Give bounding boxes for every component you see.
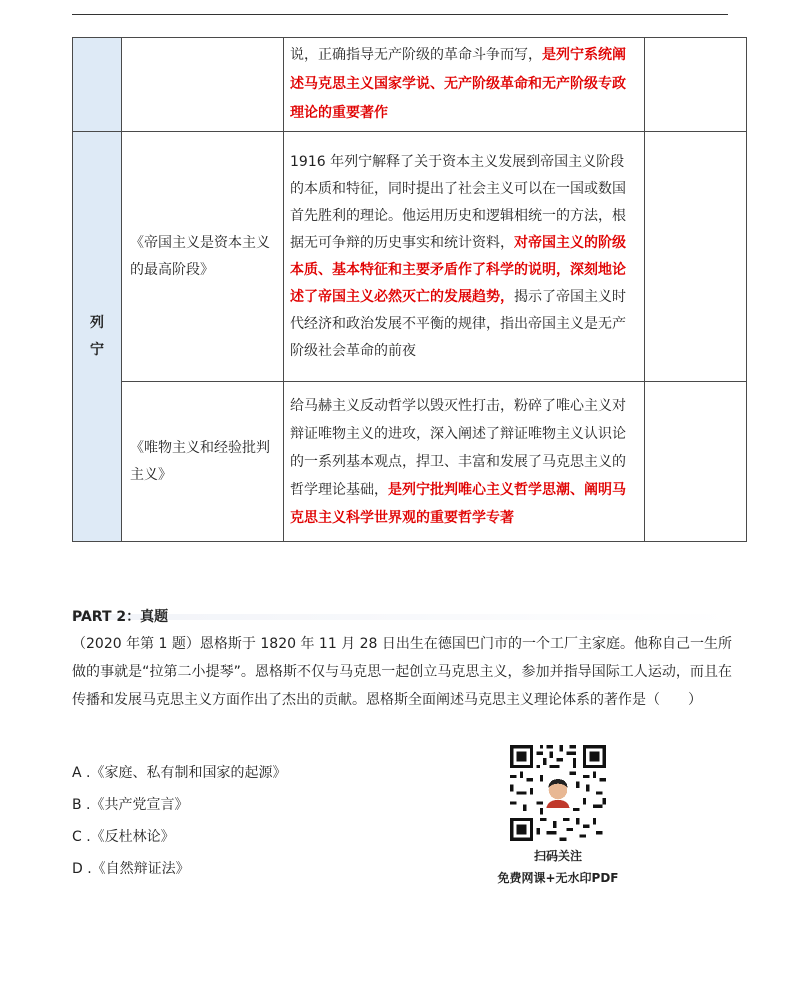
- table-row: [73, 132, 747, 382]
- description-text: 1916 年列宁解释了关于资本主义发展到帝国主义阶段的本质和特征，同时提出了社会主义可以在一国或数国首先胜利的理论。他运用历史和逻辑相统一的方法，根据无可争辩的历史事实和统计资料，: [290, 153, 626, 251]
- description-highlight: 对帝国主义的阶级本质、基本特征和主要矛盾作了科学的说明，深刻地论述了帝国主义必然灭亡的发展趋势，: [290, 234, 626, 305]
- description-text: 揭示了帝国主义时代经济和政治发展不平衡的规律，指出帝国主义是无产阶级社会革命的前夜: [290, 288, 626, 359]
- notes-cell: [645, 38, 747, 132]
- top-rule: [72, 14, 728, 15]
- work-title-cell: [122, 382, 284, 542]
- work-title-cell: [122, 38, 284, 132]
- description-text: 给马赫主义反动哲学以毁灭性打击，粉碎了唯心主义对辩证唯物主义的进攻，深入阐述了辩证唯物主义认识论的一系列基本观点，捍卫、丰富和发展了马克思主义的哲学理论基础，: [290, 397, 626, 498]
- option-c[interactable]: C .《反杜林论》: [72, 829, 175, 845]
- author-cell: [73, 132, 122, 542]
- option-d[interactable]: D .《自然辩证法》: [72, 861, 190, 877]
- work-title-cell: [122, 132, 284, 382]
- notes-cell: [645, 132, 747, 382]
- option-b[interactable]: B .《共产党宣言》: [72, 797, 189, 813]
- notes-cell: [645, 382, 747, 542]
- qr-caption-line-2: 免费网课+无水印PDF: [497, 871, 619, 885]
- answer-options: [72, 757, 286, 885]
- qr-code-icon[interactable]: [510, 745, 606, 841]
- author-name: 列宁: [90, 314, 104, 358]
- work-title: 《帝国主义是资本主义的最高阶段》: [130, 234, 270, 278]
- table-row: [73, 38, 747, 132]
- description-text: 说，正确指导无产阶级的革命斗争而写，: [290, 47, 542, 63]
- description-highlight: 是列宁系统阐述马克思主义国家学说、无产阶级革命和无产阶级专政理论的重要著作: [290, 47, 626, 121]
- section-title: PART 2：真题: [72, 609, 169, 625]
- works-table: [72, 37, 747, 542]
- work-title: 《唯物主义和经验批判主义》: [130, 439, 270, 483]
- description-cell: [284, 382, 645, 542]
- qr-caption-line-1: 扫码关注: [533, 849, 582, 863]
- option-a[interactable]: A .《家庭、私有制和国家的起源》: [72, 765, 287, 781]
- description-cell: [284, 38, 645, 132]
- table-row: [73, 382, 747, 542]
- description-cell: [284, 132, 645, 382]
- author-cell: [73, 38, 122, 132]
- qr-caption: [480, 845, 636, 889]
- description-highlight: 是列宁批判唯心主义哲学思潮、阐明马克思主义科学世界观的重要哲学专著: [290, 481, 626, 526]
- question-text: （2020 年第 1 题）恩格斯于 1820 年 11 月 28 日出生在德国巴门市的一个工厂主家庭。他称自己一生所做的事就是“拉第二小提琴”。恩格斯不仅与马克思一起创立马克思主义，参加并指导国际工人运动，而且在传播和发展马克思主义方面作出了杰出的贡献。恩格斯全面阐述马克思主义理论体系的著作是（ ）: [72, 636, 732, 708]
